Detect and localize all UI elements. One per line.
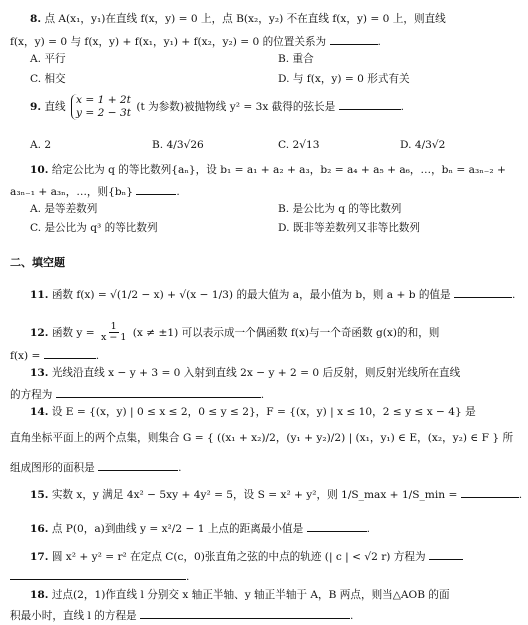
question-number: 10. (30, 164, 49, 176)
q15-line: 15. 实数 x，y 满足 4x² − 5xy + 4y² = 5，设 S = x² + y²，则 1/S_max + 1/S_min = . (30, 486, 520, 502)
q12-fraction (99, 322, 128, 344)
q8-option-c: C. 相交 (30, 73, 66, 85)
q9-option-c: C. 2√13 (278, 139, 320, 151)
question-number: 15. (30, 489, 49, 501)
question-number: 12. (30, 326, 49, 339)
q8-text2: f(x，y) = 0 与 f(x，y) + f(x₁，y₁) + f(x₂，y₂) = 0 的位置关系为 (10, 36, 327, 48)
q11-post: 的最大值为 a，最小值为 b，则 a + b 的值是 (236, 289, 451, 301)
q15-fraction-2: 1/S_min (401, 489, 446, 501)
q9-pre: 直线 (44, 101, 66, 114)
q9-parametric-system (71, 94, 131, 120)
answer-blank-continued[interactable] (10, 568, 186, 580)
question-number: 17. (30, 551, 49, 563)
q9-eq1: x = 1 + 2t (76, 94, 131, 106)
q8-option-a: A. 平行 (30, 53, 66, 65)
answer-blank[interactable] (44, 347, 96, 359)
section-heading: 二、填空题 (10, 256, 65, 269)
question-number: 8. (30, 13, 42, 25)
q12-line1 (30, 322, 520, 344)
answer-blank[interactable] (56, 386, 261, 398)
q14-line3: 组成图形的面积是 . (10, 459, 520, 475)
q11-pre: 函数 f(x) = (51, 289, 111, 301)
q10-option-a: A. 是等差数列 (30, 203, 98, 215)
q8-option-b: B. 重合 (278, 53, 314, 65)
q14-set-expression: { ((x₁ + x₂)/2，(y₁ + y₂)/2) | (x₁，y₁) ∈ E，(x₂，y₂) ∈ F } (206, 432, 500, 444)
q16-pre: 点 P(0，a)到曲线 y = (51, 523, 159, 535)
q16-line: 16. 点 P(0，a)到曲线 y = x²/2 − 1 上点的距离最小值是 . (30, 520, 520, 536)
q14-text3: 组成图形的面积是 (10, 462, 95, 474)
q18-line2: 积最小时，直线 l 的方程是 . (10, 607, 520, 623)
q18-line1 (30, 588, 520, 602)
q11-line: 11. 函数 f(x) = √(1/2 − x) + √(x − 1/3) 的最大值为 a，最小值为 b，则 a + b 的值是 . (30, 286, 520, 302)
q12-text2: f(x) = (10, 350, 41, 362)
answer-blank[interactable] (461, 486, 519, 498)
answer-blank[interactable] (429, 548, 463, 560)
q8-line2: f(x，y) = 0 与 f(x，y) + f(x₁，y₁) + f(x₂，y₂) = 0 的位置关系为 . (10, 33, 520, 49)
fraction-numerator: 1 (110, 321, 117, 332)
q13-text2: 的方程为 (10, 389, 53, 401)
q10-text2: a₃ₙ₋₁ + a₃ₙ，…，则{bₙ} (10, 186, 133, 198)
answer-blank[interactable] (307, 520, 367, 532)
q10-option-b: B. 是公比为 q 的等比数列 (278, 203, 402, 215)
q11-expression: √(1/2 − x) + √(x − 1/3) (110, 289, 234, 301)
fraction-denominator: x − 1 (100, 332, 127, 344)
q9-option-d: D. 4/3√2 (400, 139, 446, 151)
q17-text: 圆 x² + y² = r² 在定点 C(c，0)张直角之弦的中点的轨迹 (| c | < √2 r) 方程为 (51, 551, 426, 563)
question-number: 13. (30, 367, 49, 379)
q9-line: 9. 直线 x = 1 + 2t y = 2 − 3t (t 为参数)被抛物线 y² = 3x 截得的弦长是 . (30, 94, 404, 120)
q17-line2: . (10, 568, 520, 584)
q10-line1 (30, 163, 520, 177)
q9-eq2: y = 2 − 3t (76, 107, 131, 120)
q14-text2a: 直角坐标平面上的两个点集，则集合 G = (10, 432, 204, 444)
q10-line2: a₃ₙ₋₁ + a₃ₙ，…，则{bₙ} . (10, 183, 520, 199)
q8-text: 点 A(x₁，y₁)在直线 f(x，y) = 0 上，点 B(x₂，y₂) 不在直线 f(x，y) = 0 上，则直线 (44, 13, 446, 25)
q14-line1 (30, 405, 520, 419)
answer-blank[interactable] (98, 459, 178, 471)
q13-text: 光线沿直线 x − y + 3 = 0 入射到直线 2x − y + 2 = 0 后反射，则反射光线所在直线 (51, 367, 461, 379)
q10-text: 给定公比为 q 的等比数列{aₙ}，设 b₁ = a₁ + a₂ + a₃，b₂ = a₄ + a₅ + a₆，…，bₙ = a₃ₙ₋₂ + (51, 164, 506, 176)
q17-line1 (30, 548, 520, 564)
answer-blank[interactable] (136, 183, 176, 195)
question-number: 9. (30, 101, 42, 114)
q12-pre: 函数 y = (51, 326, 98, 339)
q8-line1 (30, 12, 520, 26)
q18-text2: 积最小时，直线 l 的方程是 (10, 610, 137, 622)
q14-text: 设 E = {(x，y) | 0 ≤ x ≤ 2，0 ≤ y ≤ 2}，F = {(x，y) | x ≤ 10，2 ≤ y ≤ x − 4} 是 (51, 406, 476, 418)
q15-post: = (448, 489, 458, 501)
answer-blank[interactable] (140, 607, 350, 619)
q16-fraction: x²/2 (161, 523, 183, 535)
q10-option-d: D. 既非等差数列又非等比数列 (278, 222, 420, 234)
question-number: 11. (30, 289, 49, 301)
question-number: 18. (30, 589, 49, 601)
q18-text: 过点(2，1)作直线 l 分别交 x 轴正半轴、y 轴正半轴于 A，B 两点，则当△AOB 的面 (51, 589, 450, 601)
q12-line2: f(x) = . (10, 347, 520, 363)
q15-pre: 实数 x，y 满足 4x² − 5xy + 4y² = 5，设 S = x² + y²，则 (51, 489, 338, 501)
answer-blank[interactable] (330, 33, 378, 45)
q13-line1 (30, 366, 520, 380)
q9-option-b: B. 4/3√26 (152, 139, 204, 151)
q9-post: (t 为参数)被抛物线 y² = 3x 截得的弦长是 (136, 101, 336, 114)
q16-post: − 1 上点的距离最小值是 (185, 523, 304, 535)
q14-text2b: 所 (502, 432, 514, 444)
q13-line2: 的方程为 . (10, 386, 520, 402)
answer-blank[interactable] (454, 286, 512, 298)
q8-option-d: D. 与 f(x，y) = 0 形式有关 (278, 73, 410, 85)
q15-fraction-1: 1/S_max (341, 489, 387, 501)
q9-option-a: A. 2 (30, 139, 52, 151)
question-number: 16. (30, 523, 49, 535)
q12-post: (x ≠ ±1) 可以表示成一个偶函数 f(x)与一个奇函数 g(x)的和，则 (132, 326, 440, 339)
answer-blank[interactable] (339, 98, 401, 110)
q10-option-c: C. 是公比为 q³ 的等比数列 (30, 222, 158, 234)
question-number: 14. (30, 406, 49, 418)
q14-line2 (10, 431, 520, 445)
